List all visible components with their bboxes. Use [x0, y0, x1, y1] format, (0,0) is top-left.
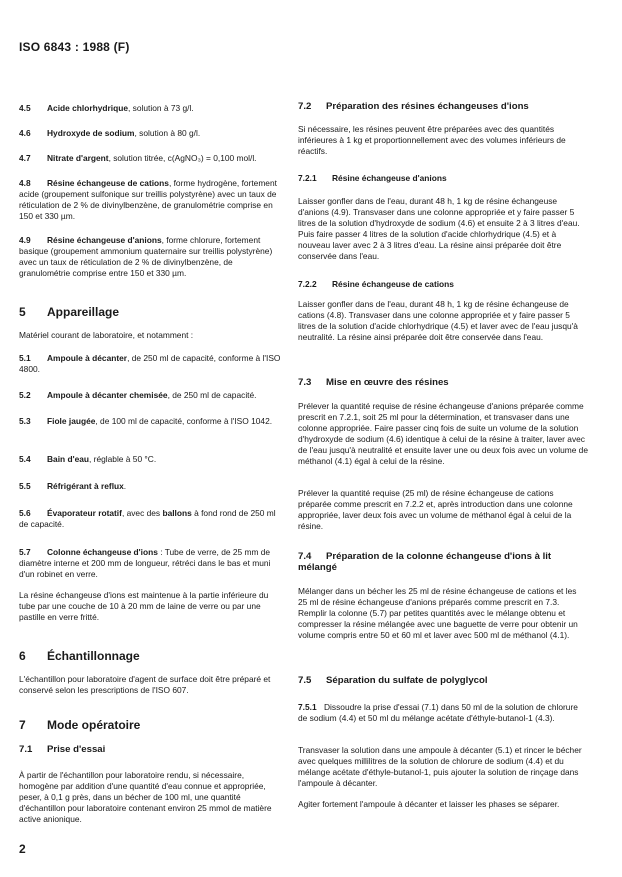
section-7-2-1-heading: 7.2.1 Résine échangeuse d'anions: [298, 173, 447, 183]
section-7-1-heading: 7.1 Prise d'essai: [19, 744, 106, 755]
section-7-2-2-heading: 7.2.2 Résine échangeuse de cations: [298, 279, 454, 289]
item-4-8: 4.8 Résine échangeuse de cations, forme hydrogène, fortement acide (groupement sulfonique sur treillis polystyrène) avec un taux de réticulation de 2 % de divinylbenzène, de granulométrie comprise en 150 et 330 µm.: [19, 178, 277, 221]
section-7-4-paragraph: Mélanger dans un bécher les 25 ml de résine échangeuse de cations et les 25 ml de résine échangeuse d'anions préparés comme prescrit en 7.3. Remplir la colonne (5.7) par petites quantités avec le mélange obtenu et compresser la résine mélangée avec une baguette de verre pour obtenir un volume compris entre 50 et 60 ml et laver avec 500 ml de méthanol (4.1).: [298, 586, 578, 640]
section-7-5-paragraph-3: Agiter fortement l'ampoule à décanter et laisser les phases se séparer.: [298, 799, 560, 809]
item-5-7: 5.7 Colonne échangeuse d'ions : Tube de verre, de 25 mm de diamètre interne et 200 mm de longueur, rétréci dans le bas et muni d'un robinet en verre.: [19, 547, 271, 579]
section-5-paragraph: La résine échangeuse d'ions est maintenue à la partie inférieure du tube par une couche de 10 à 20 mm de laine de verre ou par une pastille en verre fritté.: [19, 590, 269, 622]
section-7-1-paragraph: À partir de l'échantillon pour laboratoire rendu, si nécessaire, homogène par addition d'une quantité d'eau connue et appropriée, peser, à 0,1 g près, dans un bécher de 100 ml, une quantité d'échantillon pour laboratoire contenant environ 25 mmol de matière active anionique.: [19, 770, 272, 824]
section-7-2-paragraph: Si nécessaire, les résines peuvent être préparées avec des quantités inférieures à 1 kg et proportionnellement avec des volumes inférieurs de réactifs.: [298, 124, 566, 156]
item-4-6: 4.6 Hydroxyde de sodium, solution à 80 g/l.: [19, 128, 201, 138]
section-6-paragraph: L'échantillon pour laboratoire d'agent de surface doit être préparé et conservé selon les prescriptions de l'ISO 607.: [19, 674, 271, 695]
item-4-9: 4.9 Résine échangeuse d'anions, forme chlorure, fortement basique (groupement ammonium quaternaire sur treillis polystyrène) avec un taux de réticulation de 2 % de divinylbenzène, de granulométrie comprise entre 150 et 330 µm.: [19, 235, 273, 278]
item-5-6: 5.6 Évaporateur rotatif, avec des ballons à fond rond de 250 ml de capacité.: [19, 508, 276, 529]
item-5-1: 5.1 Ampoule à décanter, de 250 ml de capacité, conforme à l'ISO 4800.: [19, 353, 281, 374]
section-7-5-heading: 7.5 Séparation du sulfate de polyglycol: [298, 675, 488, 686]
item-5-2: 5.2 Ampoule à décanter chemisée, de 250 ml de capacité.: [19, 390, 257, 400]
section-7-2-heading: 7.2 Préparation des résines échangeuses d'ions: [298, 101, 529, 112]
item-5-3: 5.3 Fiole jaugée, de 100 ml de capacité, conforme à l'ISO 1042.: [19, 416, 273, 426]
item-5-4: 5.4 Bain d'eau, réglable à 50 °C.: [19, 454, 157, 464]
section-5-heading: 5 Appareillage: [19, 305, 120, 319]
document-header: ISO 6843 : 1988 (F): [19, 40, 130, 54]
item-5-5: 5.5 Réfrigérant à reflux.: [19, 481, 127, 491]
section-7-3-paragraph-2: Prélever la quantité requise (25 ml) de résine échangeuse de cations préparée comme prescrit en 7.2.2 et, après introduction dans une colonne appropriée, laver deux fois avec un volume de méthanol égal à celui de la résine.: [298, 488, 573, 531]
section-7-3-heading: 7.3 Mise en œuvre des résines: [298, 377, 449, 388]
section-7-4-heading: 7.4 Préparation de la colonne échangeuse d'ions à lit mélangé: [298, 551, 552, 573]
section-7-2-1-paragraph: Laisser gonfler dans de l'eau, durant 48 h, 1 kg de résine échangeuse d'anions (4.9). Transvaser dans une colonne appropriée et y faire passer 5 litres de la solution d'hydroxyde de sodium (4.6) et ensuite 2 à 3 litres d'eau. Puis faire passer 4 litres de la solution d'acide chlorhydrique (4.5) et à nouveau laver avec 2 à 3 litres d'eau. La résine ainsi préparée doit être conservée dans l'eau.: [298, 196, 580, 261]
section-7-5-paragraph-2: Transvaser la solution dans une ampoule à décanter (5.1) et rincer le bécher avec quelques millilitres de la solution de chlorure de sodium (4.4) et du mélange acétate d'éthyle-butanol-1, puis ajouter la solution de rinçage dans l'ampoule à décanter.: [298, 745, 582, 788]
section-7-heading: 7 Mode opératoire: [19, 718, 141, 732]
section-7-5-1-paragraph: 7.5.1 Dissoudre la prise d'essai (7.1) dans 50 ml de la solution de chlorure de sodium (4.4) et 50 ml du mélange acétate d'éthyle-butanol-1 (4.3).: [298, 702, 578, 723]
section-6-heading: 6 Échantillonnage: [19, 649, 140, 663]
section-7-3-paragraph-1: Prélever la quantité requise de résine échangeuse d'anions préparée comme prescrit en 7.2.1, soit 25 ml pour la détermination, et transvaser dans une colonne appropriée. Faire passer cinq fois de suite un volume de la solution d'hydroxyde de sodium (4.6) identique à celui de la résine à traiter, laver avec de l'eau jusqu'à neutralité et ensuite laver une ou deux fois avec un volume de méthanol (4.1) égal à celui de la résine.: [298, 401, 589, 466]
page-number: 2: [19, 842, 26, 856]
section-5-intro: Matériel courant de laboratoire, et notamment :: [19, 330, 194, 340]
section-7-2-2-paragraph: Laisser gonfler dans de l'eau, durant 48 h, 1 kg de résine échangeuse de cations (4.8). Transvaser dans une colonne appropriée et y faire passer 5 litres de la solution d'acide chlorhydrique (4.5) et laver avec de l'eau jusqu'à neutralité. La résine ainsi préparée doit être conservée dans l'eau.: [298, 299, 578, 342]
item-4-7: 4.7 Nitrate d'argent, solution titrée, c(AgNO₃) = 0,100 mol/l.: [19, 153, 257, 163]
item-4-5: 4.5 Acide chlorhydrique, solution à 73 g/l.: [19, 103, 194, 113]
